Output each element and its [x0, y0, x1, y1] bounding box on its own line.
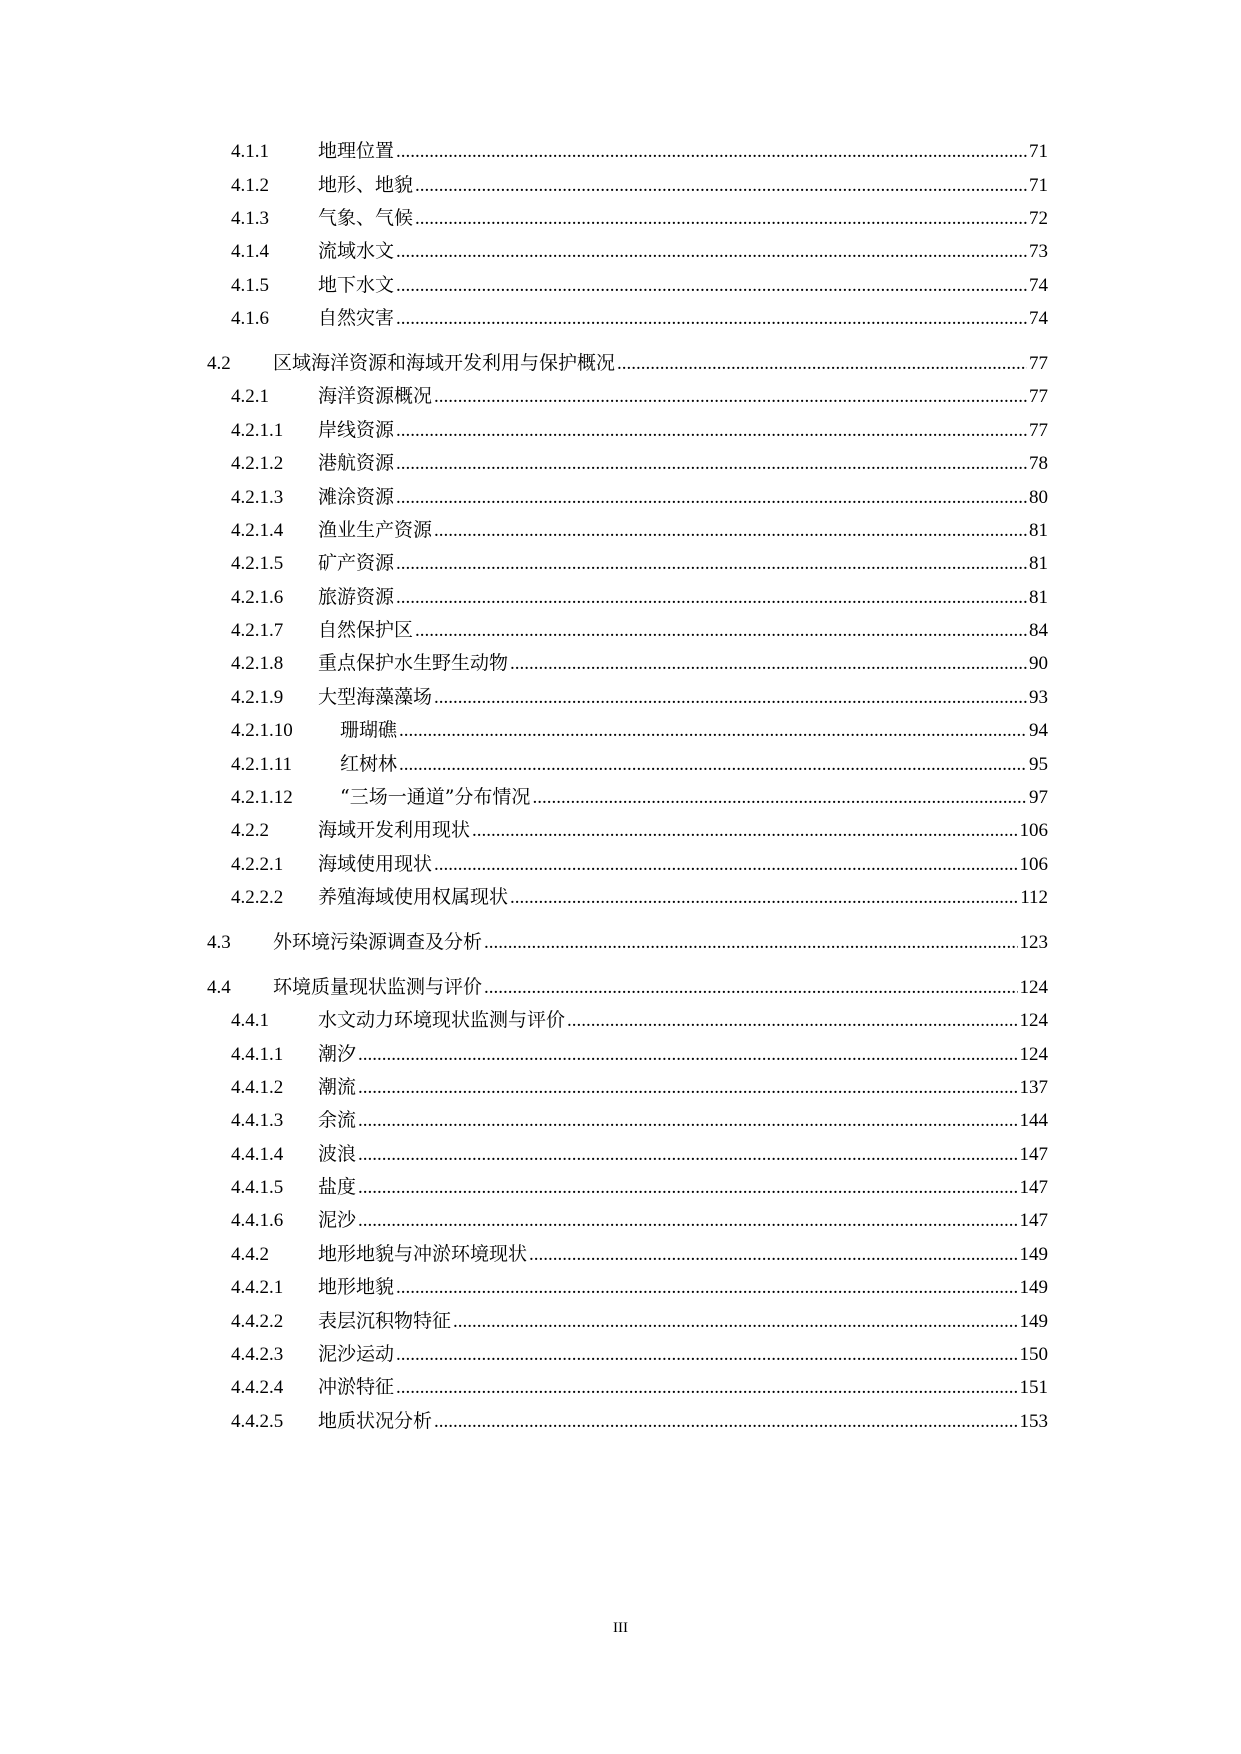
toc-entry-page: 149 — [1019, 1277, 1048, 1298]
toc-entry-title: 地形地貌与冲淤环境现状 — [318, 1243, 528, 1265]
toc-entry-title: 冲淤特征 — [318, 1376, 395, 1398]
toc-entry-page: 149 — [1019, 1244, 1048, 1265]
toc-entry-number: 4.2.1.1 — [231, 420, 284, 441]
toc-entry-number: 4.2.1 — [231, 386, 269, 407]
toc-entry-number: 4.4.1.6 — [231, 1210, 284, 1231]
toc-entry[interactable] — [231, 203, 1048, 233]
toc-entry-title: 地形、地貌 — [318, 174, 414, 196]
toc-entry-number: 4.2.1.3 — [231, 487, 284, 508]
toc-entry-number: 4.4 — [207, 977, 231, 998]
toc-entry-title: 地形地貌 — [318, 1276, 395, 1298]
toc-entry[interactable] — [231, 270, 1048, 300]
toc-entry[interactable] — [231, 682, 1048, 712]
toc-entry-title: 海域开发利用现状 — [318, 819, 471, 841]
toc-entry-title: 渔业生产资源 — [318, 519, 433, 541]
toc-entry-title: 外环境污染源调查及分析 — [273, 931, 483, 953]
toc-entry[interactable] — [231, 1205, 1048, 1235]
toc-entry-page: 81 — [1029, 520, 1048, 541]
toc-entry-number: 4.4.1.2 — [231, 1077, 284, 1098]
toc-leader-dots — [396, 416, 1027, 446]
toc-entry-page: 71 — [1029, 175, 1048, 196]
toc-leader-dots — [532, 783, 1027, 813]
toc-entry-number: 4.2.1.12 — [231, 787, 293, 808]
toc-entry-title: 环境质量现状监测与评价 — [273, 976, 483, 998]
toc-entry-number: 4.2.1.10 — [231, 720, 293, 741]
toc-leader-dots — [434, 516, 1027, 546]
toc-leader-dots — [358, 1106, 1017, 1136]
toc-entry-page: 124 — [1019, 1044, 1048, 1065]
toc-entry[interactable] — [231, 1139, 1048, 1169]
toc-entry[interactable] — [231, 849, 1048, 879]
toc-entry-title: 养殖海域使用权属现状 — [318, 886, 509, 908]
toc-leader-dots — [358, 1140, 1017, 1170]
toc-entry-title: 岸线资源 — [318, 419, 395, 441]
toc-leader-dots — [510, 883, 1018, 913]
toc-entry-page: 112 — [1020, 887, 1048, 908]
toc-leader-dots — [396, 583, 1027, 613]
toc-entry[interactable] — [231, 136, 1048, 166]
toc-leader-dots — [396, 1340, 1017, 1370]
toc-entry-title: 地理位置 — [318, 140, 395, 162]
toc-leader-dots — [396, 137, 1027, 167]
toc-entry-title: 矿产资源 — [318, 552, 395, 574]
toc-entry-title: 旅游资源 — [318, 586, 395, 608]
toc-leader-dots — [396, 237, 1027, 267]
toc-entry[interactable] — [231, 1005, 1048, 1035]
toc-leader-dots — [472, 816, 1017, 846]
toc-entry-number: 4.1.5 — [231, 275, 269, 296]
page-number: III — [613, 1620, 628, 1636]
toc-entry[interactable] — [231, 648, 1048, 678]
toc-entry-page: 80 — [1029, 487, 1048, 508]
toc-entry-title: 泥沙 — [318, 1209, 357, 1231]
toc-entry-number: 4.4.2.3 — [231, 1344, 284, 1365]
toc-leader-dots — [434, 1407, 1017, 1437]
toc-entry-title: 表层沉积物特征 — [318, 1310, 452, 1332]
toc-leader-dots — [415, 204, 1027, 234]
toc-entry-page: 93 — [1029, 687, 1048, 708]
toc-leader-dots — [484, 928, 1017, 958]
toc-entry-page: 74 — [1029, 308, 1048, 329]
toc-entry-number: 4.2.1.7 — [231, 620, 284, 641]
toc-entry-number: 4.4.2.2 — [231, 1311, 284, 1332]
toc-leader-dots — [434, 683, 1027, 713]
toc-entry-number: 4.2.1.4 — [231, 520, 284, 541]
toc-entry[interactable] — [231, 782, 1048, 812]
toc-entry-title: “三场一通道”分布情况 — [340, 786, 531, 808]
toc-entry-title: 区域海洋资源和海域开发利用与保护概况 — [273, 352, 616, 374]
toc-entry-number: 4.2.1.6 — [231, 587, 284, 608]
toc-entry-title: 盐度 — [318, 1176, 357, 1198]
toc-entry-number: 4.4.2.5 — [231, 1411, 284, 1432]
toc-entry-title: 珊瑚礁 — [340, 719, 398, 741]
toc-entry-title: 地质状况分析 — [318, 1410, 433, 1432]
toc-entry-title: 水文动力环境现状监测与评价 — [318, 1009, 566, 1031]
toc-entry[interactable] — [231, 170, 1048, 200]
toc-leader-dots — [484, 973, 1017, 1003]
toc-entry-number: 4.4.1.5 — [231, 1177, 284, 1198]
toc-entry-page: 97 — [1029, 787, 1048, 808]
toc-entry[interactable] — [231, 1039, 1048, 1069]
toc-entry-page: 81 — [1029, 587, 1048, 608]
toc-leader-dots — [434, 850, 1017, 880]
toc-entry-number: 4.4.2.1 — [231, 1277, 284, 1298]
toc-entry[interactable] — [207, 348, 1048, 378]
toc-entry[interactable] — [231, 582, 1048, 612]
toc-leader-dots — [396, 304, 1027, 334]
toc-entry-number: 4.4.1.1 — [231, 1044, 284, 1065]
toc-leader-dots — [396, 449, 1027, 479]
toc-entry-number: 4.3 — [207, 932, 231, 953]
toc-entry[interactable] — [231, 548, 1048, 578]
toc-entry-page: 153 — [1019, 1411, 1048, 1432]
toc-entry-number: 4.2.1.8 — [231, 653, 284, 674]
toc-entry-title: 流域水文 — [318, 240, 395, 262]
toc-entry[interactable] — [231, 1272, 1048, 1302]
toc-entry-page: 74 — [1029, 275, 1048, 296]
toc-entry-number: 4.4.2 — [231, 1244, 269, 1265]
toc-entry-page: 77 — [1029, 386, 1048, 407]
toc-entry-title: 海域使用现状 — [318, 853, 433, 875]
toc-entry-page: 106 — [1019, 854, 1048, 875]
toc-entry-title: 大型海藻藻场 — [318, 686, 433, 708]
toc-entry-page: 151 — [1019, 1377, 1048, 1398]
toc-entry[interactable] — [231, 1339, 1048, 1369]
toc-entry-page: 84 — [1029, 620, 1048, 641]
toc-entry-number: 4.2 — [207, 353, 231, 374]
toc-entry[interactable] — [231, 715, 1048, 745]
toc-entry-title: 余流 — [318, 1109, 357, 1131]
toc-entry-title: 波浪 — [318, 1143, 357, 1165]
toc-entry[interactable] — [231, 415, 1048, 445]
toc-entry-number: 4.4.1.4 — [231, 1144, 284, 1165]
toc-entry-title: 海洋资源概况 — [318, 385, 433, 407]
toc-leader-dots — [415, 171, 1027, 201]
toc-entry-page: 147 — [1019, 1177, 1048, 1198]
toc-entry-page: 95 — [1029, 754, 1048, 775]
toc-leader-dots — [453, 1307, 1017, 1337]
toc-entry-page: 73 — [1029, 241, 1048, 262]
toc-entry[interactable] — [231, 882, 1048, 912]
toc-leader-dots — [358, 1206, 1017, 1236]
toc-entry-page: 123 — [1019, 932, 1048, 953]
toc-entry-page: 71 — [1029, 141, 1048, 162]
toc-entry-title: 气象、气候 — [318, 207, 414, 229]
toc-entry-title: 地下水文 — [318, 274, 395, 296]
toc-entry-title: 滩涂资源 — [318, 486, 395, 508]
toc-leader-dots — [396, 483, 1027, 513]
toc-leader-dots — [396, 549, 1027, 579]
toc-leader-dots — [396, 1273, 1017, 1303]
toc-entry-title: 红树林 — [340, 753, 398, 775]
toc-entry-number: 4.2.2 — [231, 820, 269, 841]
toc-entry-number: 4.2.1.2 — [231, 453, 284, 474]
toc-entry[interactable] — [231, 1406, 1048, 1436]
toc-entry-title: 港航资源 — [318, 452, 395, 474]
toc-leader-dots — [358, 1173, 1017, 1203]
toc-entry-title: 潮流 — [318, 1076, 357, 1098]
toc-entry-page: 137 — [1019, 1077, 1048, 1098]
toc-entry-number: 4.2.1.9 — [231, 687, 284, 708]
toc-entry-number: 4.1.1 — [231, 141, 269, 162]
toc-leader-dots — [415, 616, 1027, 646]
toc-entry-page: 106 — [1019, 820, 1048, 841]
toc-entry-title: 自然灾害 — [318, 307, 395, 329]
toc-entry[interactable] — [231, 1172, 1048, 1202]
toc-entry[interactable] — [231, 1372, 1048, 1402]
toc-entry[interactable] — [231, 448, 1048, 478]
toc-entry[interactable] — [231, 1239, 1048, 1269]
toc-entry[interactable] — [231, 749, 1048, 779]
toc-entry-number: 4.2.2.2 — [231, 887, 284, 908]
toc-leader-dots — [434, 382, 1027, 412]
toc-entry-page: 124 — [1019, 977, 1048, 998]
toc-entry-number: 4.1.2 — [231, 175, 269, 196]
toc-entry-number: 4.4.1.3 — [231, 1110, 284, 1131]
toc-entry-number: 4.2.1.5 — [231, 553, 284, 574]
toc-entry-page: 147 — [1019, 1210, 1048, 1231]
toc-leader-dots — [510, 649, 1027, 679]
toc-entry-page: 90 — [1029, 653, 1048, 674]
toc-entry-number: 4.4.2.4 — [231, 1377, 284, 1398]
toc-entry-page: 150 — [1019, 1344, 1048, 1365]
toc-entry[interactable] — [231, 815, 1048, 845]
toc-leader-dots — [399, 750, 1027, 780]
toc-entry-page: 149 — [1019, 1311, 1048, 1332]
toc-entry-page: 77 — [1029, 420, 1048, 441]
toc-leader-dots — [567, 1006, 1017, 1036]
toc-entry-page: 124 — [1019, 1010, 1048, 1031]
toc-entry-number: 4.2.1.11 — [231, 754, 293, 775]
toc-leader-dots — [399, 716, 1027, 746]
toc-entry-number: 4.2.2.1 — [231, 854, 284, 875]
toc-entry[interactable] — [231, 1105, 1048, 1135]
toc-entry-page: 94 — [1029, 720, 1048, 741]
toc-leader-dots — [358, 1040, 1017, 1070]
toc-entry[interactable] — [231, 1306, 1048, 1336]
toc-entry-title: 重点保护水生野生动物 — [318, 652, 509, 674]
toc-leader-dots — [396, 271, 1027, 301]
toc-entry-title: 潮汐 — [318, 1043, 357, 1065]
toc-entry[interactable] — [231, 236, 1048, 266]
toc-leader-dots — [617, 349, 1027, 379]
toc-entry-number: 4.1.3 — [231, 208, 269, 229]
toc-entry-page: 147 — [1019, 1144, 1048, 1165]
toc-entry-title: 泥沙运动 — [318, 1343, 395, 1365]
toc-entry[interactable] — [207, 972, 1048, 1002]
toc-leader-dots — [529, 1240, 1017, 1270]
toc-entry-page: 78 — [1029, 453, 1048, 474]
toc-entry-number: 4.4.1 — [231, 1010, 269, 1031]
toc-entry-page: 81 — [1029, 553, 1048, 574]
toc-entry-page: 144 — [1019, 1110, 1048, 1131]
toc-leader-dots — [396, 1373, 1017, 1403]
toc-leader-dots — [358, 1073, 1017, 1103]
toc-entry[interactable] — [231, 515, 1048, 545]
toc-entry-number: 4.1.6 — [231, 308, 269, 329]
toc-entry[interactable] — [231, 381, 1048, 411]
toc-entry-page: 72 — [1029, 208, 1048, 229]
toc-entry[interactable] — [231, 615, 1048, 645]
toc-entry-number: 4.1.4 — [231, 241, 269, 262]
toc-entry[interactable] — [231, 303, 1048, 333]
toc-entry-title: 自然保护区 — [318, 619, 414, 641]
toc-entry[interactable] — [231, 1072, 1048, 1102]
toc-entry[interactable] — [207, 927, 1048, 957]
toc-entry[interactable] — [231, 482, 1048, 512]
toc-entry-page: 77 — [1029, 353, 1048, 374]
